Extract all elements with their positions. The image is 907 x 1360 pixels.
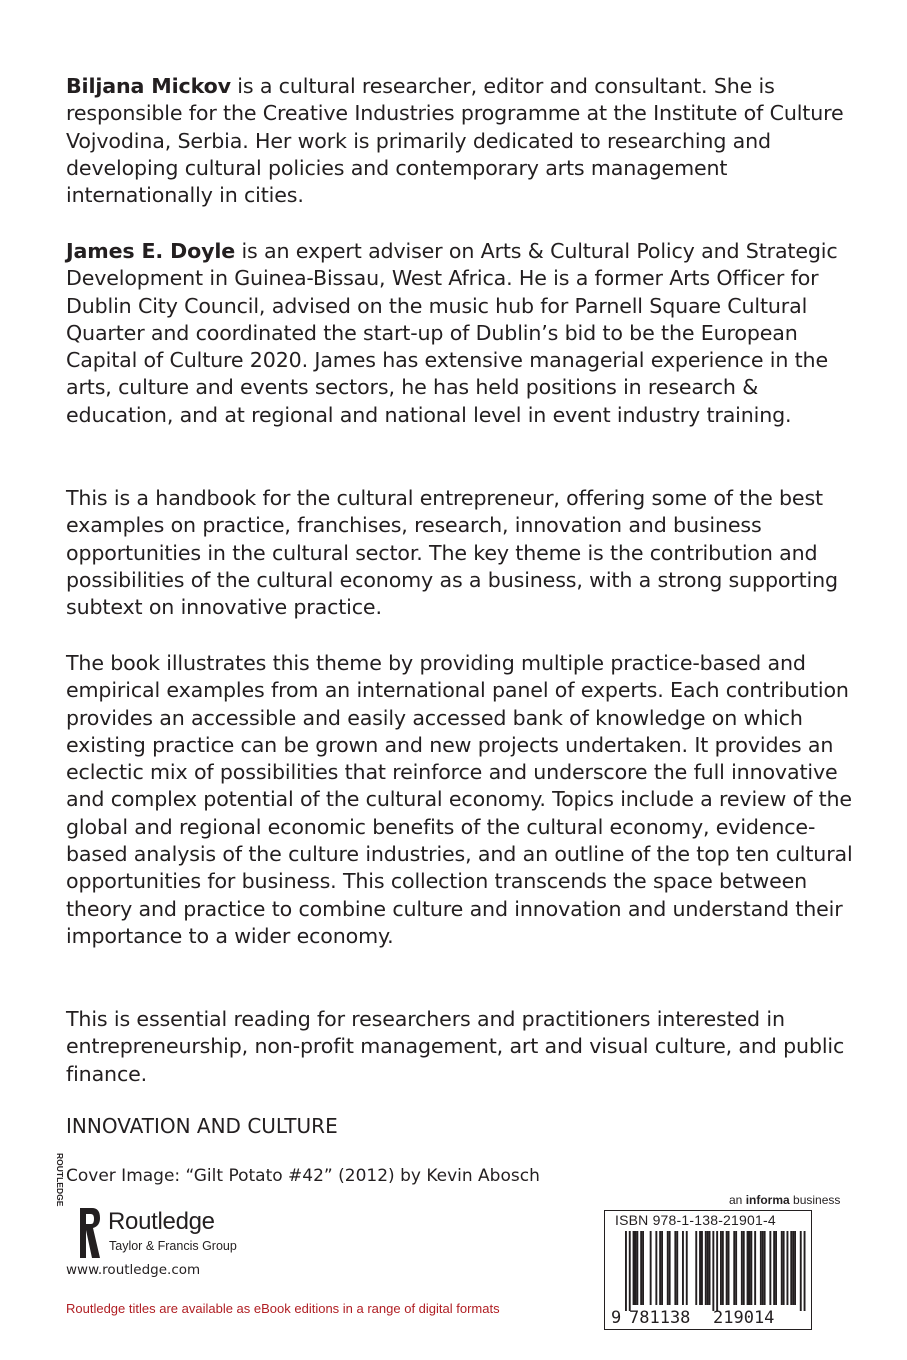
barcode-first-digit: 9 [611,1308,622,1328]
barcode-graphic [605,1211,811,1329]
barcode-bar [773,1231,775,1305]
isbn-number: ISBN 978-1-138-21901-4 [615,1212,776,1228]
publisher-group: Taylor & Francis Group [109,1239,237,1253]
barcode-bar [716,1231,718,1311]
barcode-bar [781,1231,783,1305]
barcode-bar [712,1231,714,1311]
barcode-bar [661,1231,663,1305]
barcode-bar [804,1231,806,1311]
barcode-bar [635,1231,637,1305]
barcode-bar [655,1231,657,1305]
barcode-bar [701,1231,703,1305]
barcode-bar [787,1231,789,1305]
barcode-bar [750,1231,752,1305]
barcode-bar [709,1231,711,1305]
barcode-bar [705,1231,707,1305]
barcode-bar [726,1231,728,1305]
barcode-bar [800,1231,802,1311]
informa-brand: informa [745,1193,790,1207]
barcode-bar [775,1231,777,1305]
barcode-bar [743,1231,745,1305]
barcode-bar [707,1231,709,1305]
barcode-bar [642,1231,644,1305]
barcode-bar [625,1231,627,1311]
barcode-bars [625,1231,806,1311]
barcode-right-digits: 219014 [713,1308,775,1328]
barcode-bar [667,1231,669,1305]
barcode-bar [749,1231,751,1305]
author-bio-text: is an expert adviser on Arts & Cultural Policy and Strategic Development in Guinea-Bissau, West Africa. He is a former Arts Officer for Dublin City Council, advised on the music hub for Parnell Square Cultural Quarter and coordinated the start-up of Dublin’s bid to be the European Capital of Culture 2020. James has extensive managerial experience in the arts, culture and events sectors, he has held positions in research & education, and at regional and national level in event industry training. [66,239,838,427]
barcode-bar [650,1231,652,1305]
barcode-bar [769,1231,771,1305]
barcode-bar [676,1231,678,1305]
ebook-availability-note: Routledge titles are available as eBook editions in a range of digital formats [66,1301,500,1316]
barcode-bar [792,1231,794,1305]
description-paragraph: This is a handbook for the cultural entrepreneur, offering some of the best examples on practice, franchises, research, innovation and business opportunities in the cultural sector. The key theme is the contribution and possibilities of the cultural economy as a business, with a strong supporting subtext on innovative practice. [66,486,838,620]
barcode-bar [659,1231,661,1305]
barcode-bar [633,1231,635,1305]
author-name: Biljana Mickov [66,74,231,98]
barcode-bar [762,1231,764,1305]
informa-prefix: an [729,1193,746,1207]
barcode-bar [669,1231,671,1305]
barcode-bar [629,1231,631,1311]
barcode-bar [754,1231,756,1305]
barcode-left-digits: 781138 [629,1308,691,1328]
barcode-bar [636,1231,638,1305]
description-paragraph: This is essential reading for researchers and practitioners interested in entrepreneurship, non-profit management, art and visual culture, and public finance. [66,1007,845,1086]
barcode-bar [735,1231,737,1305]
barcode-bar [790,1231,792,1305]
author-bio-doyle [66,238,856,429]
publisher-website: www.routledge.com [66,1262,201,1278]
barcode-bar [722,1231,724,1305]
barcode-bar [741,1231,743,1305]
barcode-bar [764,1231,766,1305]
routledge-emblem-icon [55,1153,102,1260]
barcode-bar [783,1231,785,1305]
barcode-bar [794,1231,796,1305]
author-name: James E. Doyle [66,239,236,263]
series-title: INNOVATION AND CULTURE [66,1114,338,1138]
barcode-bar [728,1231,730,1305]
author-bio-mickov [66,73,856,209]
barcode-bar [699,1231,701,1305]
barcode-bar [686,1231,688,1305]
barcode-bar [640,1231,642,1305]
barcode-bar [747,1231,749,1305]
description-paragraph: The book illustrates this theme by providing multiple practice-based and empirical examples from an international panel of experts. Each contribution provides an accessible and easily accessed bank of knowledge on which existing practice can be grown and new projects undertaken. It provides an eclectic mix of possibilities that reinforce and underscore the full innovative and complex potential of the cultural economy. Topics include a review of the global and regional economic benefits of the cultural economy, evidence-based analysis of the culture industries, and an outline of the top ten cultural opportunities for business. This collection transcends the space between theory and practice to combine culture and innovation and understand their importance to a wider economy. [66,651,853,948]
emblem-text: ROUTLEDGE [55,1153,65,1207]
barcode-bar [720,1231,722,1305]
author-bio-text: is a cultural researcher, editor and consultant. She is responsible for the Creative Industries programme at the Institute of Culture Vojvodina, Serbia. Her work is primarily dedicated to researching and developing cultural policies and contemporary arts management internationally in cities. [66,74,844,208]
barcode-bar [682,1231,684,1305]
barcode-bar [695,1231,697,1305]
informa-suffix: business [789,1193,841,1207]
publisher-logo [55,1153,266,1262]
barcode-bar [733,1231,735,1305]
informa-business-tag [729,1193,840,1207]
barcode-bar [760,1231,762,1305]
publisher-name: Routledge [108,1208,215,1235]
barcode-bar [674,1231,676,1305]
isbn-barcode [604,1210,812,1330]
cover-image-credit: Cover Image: “Gilt Potato #42” (2012) by Kevin Abosch [66,1166,540,1186]
